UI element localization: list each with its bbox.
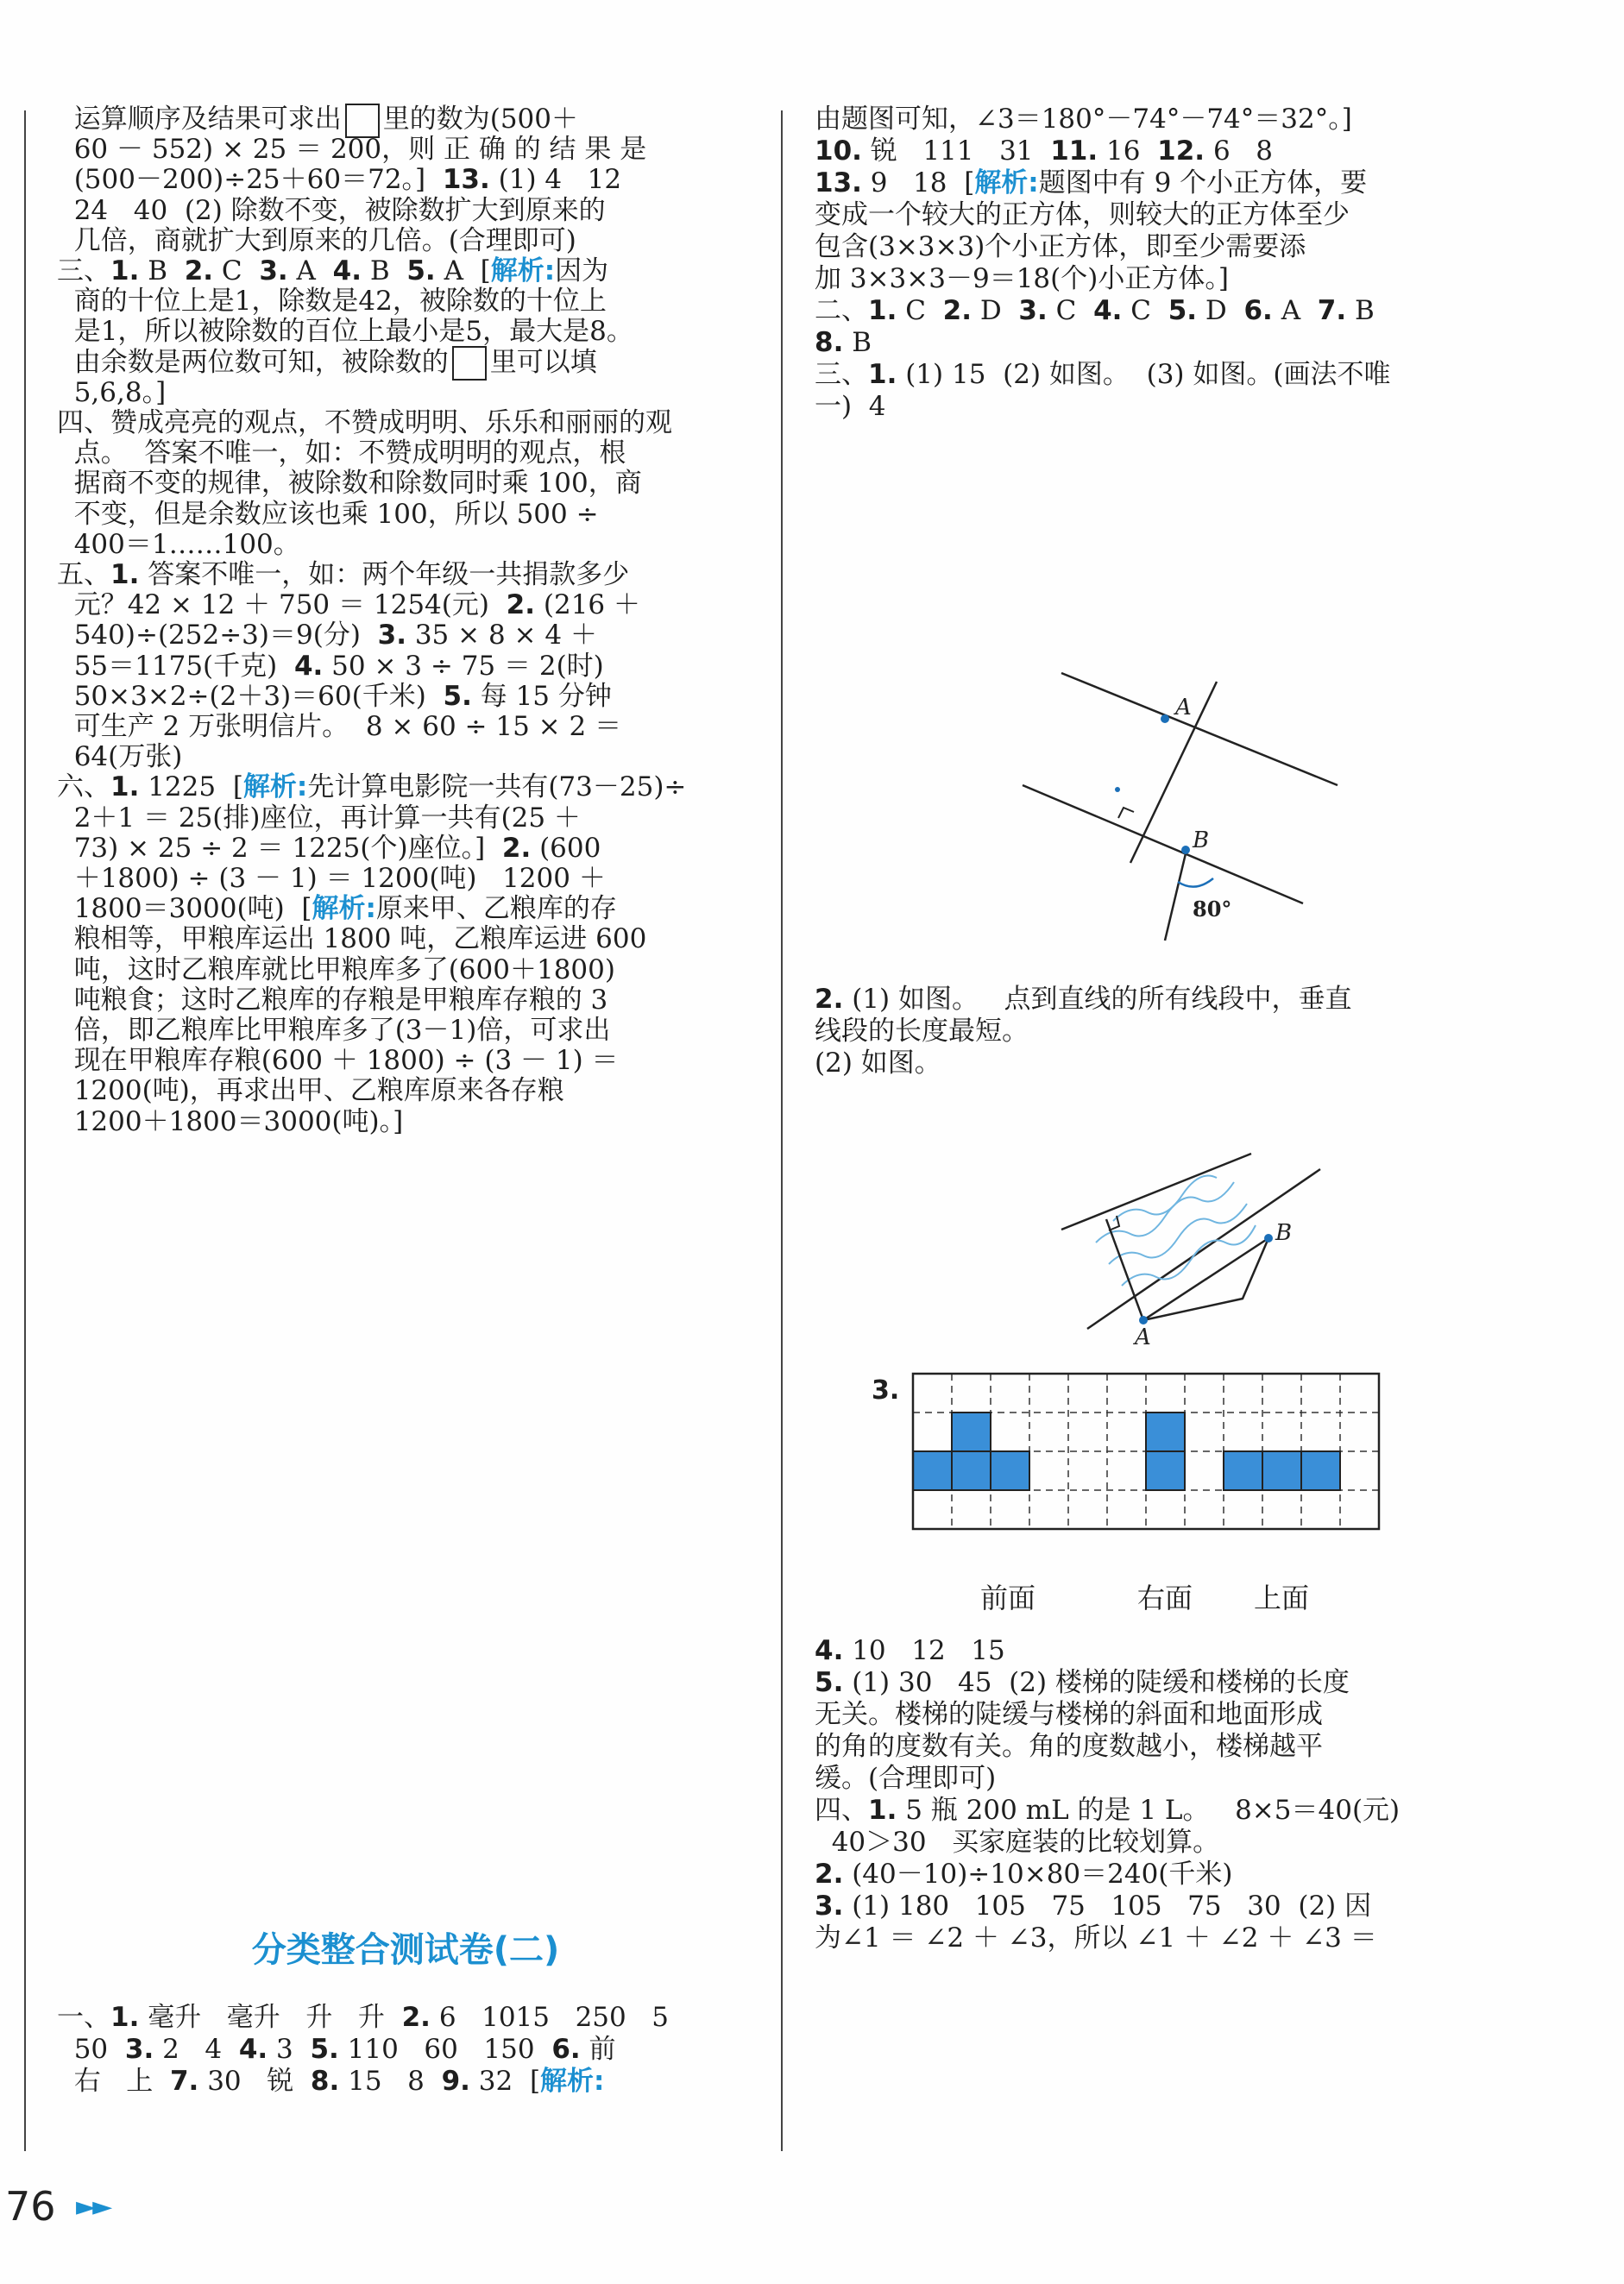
next-arrows-icon: ►► xyxy=(76,2192,110,2222)
right-end-line: 的角的度数有关。角的度数越小，楼梯越平 xyxy=(815,1731,1323,1762)
question-number: 1. xyxy=(868,1795,897,1826)
right-end-line xyxy=(815,1889,1371,1923)
question-number: 1. xyxy=(110,771,140,803)
text-run: 2 4 xyxy=(154,2034,239,2065)
text-run: 由余数是两位数可知，被除数的 xyxy=(57,346,449,378)
water-wave-4 xyxy=(1113,1176,1217,1222)
view-cell xyxy=(913,1451,952,1490)
text-run: 55＝1175(千克) xyxy=(57,650,294,682)
text-run: D xyxy=(972,295,1019,326)
left-line: 粮相等，甲粮库运出 1800 吨，乙粮库运进 600 xyxy=(57,923,647,955)
text-run: 题图中有 9 个小正方体，要 xyxy=(1038,167,1368,198)
question-number: 4. xyxy=(332,255,362,286)
column-divider xyxy=(781,110,783,2151)
answer-box xyxy=(452,346,487,381)
left-line xyxy=(57,891,617,926)
text-run: 运算顺序及结果可求出 xyxy=(57,104,342,135)
left-line: 倍，即乙粮库比甲粮库多了(3－1)倍，可求出 xyxy=(57,1015,611,1046)
right-line xyxy=(815,134,1273,168)
text-run: 三、 xyxy=(815,359,868,390)
point-b xyxy=(1181,846,1190,854)
left-line: 吨粮食；这时乙粮库的存粮是甲粮库存粮的 3 xyxy=(57,984,608,1016)
text-run: (216 ＋ xyxy=(535,589,641,621)
question-number: 5. xyxy=(1168,295,1198,326)
right-mid-line: 线段的长度最短。 xyxy=(815,1016,1029,1047)
left-line xyxy=(57,801,581,835)
text-run: 原来甲、乙粮库的存 xyxy=(375,893,617,925)
view-cell xyxy=(991,1451,1029,1490)
view-cell xyxy=(1301,1451,1340,1490)
left-line xyxy=(57,162,621,197)
left-line: 5,6,8。] xyxy=(57,376,167,408)
view-label-top: 上面 xyxy=(1254,1582,1310,1614)
text-run: 15 8 xyxy=(339,2066,442,2097)
question-number: 3. xyxy=(1018,295,1048,326)
question-number: 5. xyxy=(443,680,472,712)
left-bottom-line xyxy=(57,2032,616,2067)
text-run: (600 xyxy=(531,832,601,864)
question-number: 4. xyxy=(293,650,324,682)
view-cell xyxy=(1224,1451,1262,1490)
text-run: 先计算电影院一共有(73－25)÷ xyxy=(307,771,687,803)
question-number: 3. xyxy=(377,620,406,651)
question-number: 2. xyxy=(942,295,972,326)
text-run: B xyxy=(362,255,407,286)
question-number: 1. xyxy=(110,2002,140,2033)
text-run: 1800＝3000(吨) [ xyxy=(57,893,312,925)
text-run: 6 1015 250 5 xyxy=(430,2002,670,2033)
analysis-tag: 解析: xyxy=(312,893,376,925)
riverbank-upper xyxy=(1061,1154,1251,1230)
text-run: D xyxy=(1197,295,1244,326)
text-run: C xyxy=(1122,295,1168,326)
left-line: 点。 答案不唯一，如：不赞成明明的观点，根 xyxy=(57,437,626,469)
question-number: 1. xyxy=(110,559,140,590)
text-run: 540)÷(252÷3)＝9(分) xyxy=(57,620,378,651)
left-line: 现在甲粮库存粮(600 ＋ 1800) ÷ (3 － 1) ＝ xyxy=(57,1045,619,1077)
left-line: 商的十位上是1，除数是42，被除数的十位上 xyxy=(57,286,607,318)
right-line: 加 3×3×3－9＝18(个)小正方体。] xyxy=(815,263,1229,294)
left-line xyxy=(57,254,608,288)
right-end-line xyxy=(815,1665,1350,1700)
right-end-line xyxy=(815,1793,1400,1828)
right-end-line xyxy=(815,1857,1233,1891)
text-run: 30 锐 xyxy=(198,2066,311,2097)
text-run: 五、 xyxy=(57,559,110,590)
text-run: B xyxy=(139,255,185,286)
text-run: 三、 xyxy=(57,255,110,286)
text-run: 每 15 分钟 xyxy=(471,680,612,712)
question-number: 4. xyxy=(1093,295,1123,326)
text-run: 前 xyxy=(580,2034,616,2065)
line-transversal-2 xyxy=(1165,850,1187,941)
right-line xyxy=(815,357,1390,392)
left-line xyxy=(57,649,604,683)
question-number: 2. xyxy=(815,1859,844,1890)
view-label-front: 前面 xyxy=(980,1582,1036,1614)
label-a: A xyxy=(1175,695,1192,720)
label-b: B xyxy=(1193,827,1210,853)
text-run: 元？42 × 12 ＋ 750 ＝ 1254(元) xyxy=(57,589,507,621)
right-line: 由题图可知，∠3＝180°－74°－74°＝32°。] xyxy=(815,104,1352,135)
question-number: 13. xyxy=(442,164,490,196)
text-run: (1) 30 45 (2) 楼梯的陡缓和楼梯的长度 xyxy=(843,1667,1350,1698)
right-end-line: 无关。楼梯的陡缓与楼梯的斜面和地面形成 xyxy=(815,1699,1323,1730)
view-cell xyxy=(1262,1451,1301,1490)
left-line: 可生产 2 万张明信片。 8 × 60 ÷ 15 × 2 ＝ xyxy=(57,711,622,742)
right-angle-mark xyxy=(1118,808,1134,818)
analysis-tag: 解析: xyxy=(540,2066,605,2097)
analysis-tag: 解析: xyxy=(974,167,1039,198)
text-run: (1) 180 105 75 105 75 30 (2) 因 xyxy=(843,1891,1372,1922)
text-run: 二、 xyxy=(815,295,868,326)
view-cell xyxy=(1146,1451,1185,1490)
question-number: 5. xyxy=(406,255,436,286)
label-angle: 80° xyxy=(1193,897,1232,922)
question-number: 3. xyxy=(815,1891,844,1922)
left-line xyxy=(57,588,640,622)
text-run: 答案不唯一，如：两个年级一共捐款多少 xyxy=(139,559,630,590)
question-number: 1. xyxy=(868,359,897,390)
text-run: 50 × 3 ÷ 75 ＝ 2(时) xyxy=(323,650,604,682)
fig3-number: 3. xyxy=(872,1375,900,1406)
question-number: 6. xyxy=(1243,295,1273,326)
question-number: 5. xyxy=(815,1667,844,1698)
left-line: 400＝1……100。 xyxy=(57,528,300,560)
text-run: 10 12 15 xyxy=(843,1635,1005,1666)
left-line xyxy=(57,557,629,592)
question-number: 6. xyxy=(551,2034,581,2065)
point-dot xyxy=(1115,787,1120,792)
right-line xyxy=(815,166,1367,200)
point-a-2 xyxy=(1139,1316,1148,1324)
question-number: 2. xyxy=(184,255,214,286)
left-line: 是1，所以被除数的百位上最小是5，最大是8。 xyxy=(57,316,633,348)
text-run: C xyxy=(213,255,260,286)
text-run: 16 xyxy=(1098,135,1158,167)
text-run: 右 上 xyxy=(57,2066,170,2097)
text-run: 锐 111 31 xyxy=(861,135,1051,167)
right-mid-line xyxy=(815,982,1352,1016)
left-line xyxy=(57,831,601,865)
text-run: 2＋1 ＝ 25(排)座位，再计算一共有(25 ＋ xyxy=(57,802,581,834)
right-line xyxy=(815,293,1375,328)
text-run: 73) × 25 ÷ 2 ＝ 1225(个)座位。] xyxy=(57,832,502,864)
right-line: 一) 4 xyxy=(815,391,886,422)
text-run: 3 xyxy=(268,2034,311,2065)
question-number: 12. xyxy=(1157,135,1205,167)
text-run: (1) 如图。 点到直线的所有线段中，垂直 xyxy=(843,984,1352,1015)
question-number: 2. xyxy=(815,984,844,1015)
right-end-line: 40＞30 买家庭装的比较划算。 xyxy=(815,1827,1220,1858)
left-line xyxy=(57,618,597,652)
label-a-2: A xyxy=(1135,1324,1151,1350)
text-run: B xyxy=(1346,295,1375,326)
text-run: (1) 15 (2) 如图。 (3) 如图。(画法不唯 xyxy=(897,359,1391,390)
text-run: 里的数为(500＋ xyxy=(382,104,578,135)
question-number: 8. xyxy=(815,327,844,358)
question-number: 10. xyxy=(815,135,862,167)
point-b-2 xyxy=(1264,1234,1273,1243)
right-end-line xyxy=(815,1633,1005,1668)
left-line xyxy=(57,770,686,804)
label-b-2: B xyxy=(1275,1220,1293,1246)
left-line: ＋1800) ÷ (3 － 1) ＝ 1200(吨) 1200 ＋ xyxy=(57,863,606,894)
text-run: C xyxy=(897,295,943,326)
question-number: 2. xyxy=(501,832,532,864)
point-a xyxy=(1161,714,1169,723)
analysis-tag: 解析: xyxy=(242,771,308,803)
question-number: 3. xyxy=(124,2034,154,2065)
analysis-tag: 解析: xyxy=(490,255,556,286)
question-number: 7. xyxy=(169,2066,199,2097)
section-title: 分类整合测试卷(二) xyxy=(251,1930,560,1970)
figure-parallel-lines xyxy=(1010,656,1320,949)
text-run: 32 [ xyxy=(469,2066,541,2097)
left-line: 1200＋1800＝3000(吨)。] xyxy=(57,1105,404,1137)
left-line: 64(万张) xyxy=(57,741,183,773)
angle-arc xyxy=(1178,878,1213,887)
segment-a-perp xyxy=(1106,1219,1143,1320)
question-number: 9. xyxy=(441,2066,470,2097)
question-number: 4. xyxy=(815,1635,844,1666)
left-bottom-line xyxy=(57,2000,669,2035)
view-cell xyxy=(1146,1413,1185,1451)
text-run: 1225 [ xyxy=(139,771,243,803)
question-number: 13. xyxy=(815,167,862,198)
figure-views-grid xyxy=(913,1374,1388,1538)
text-run: 六、 xyxy=(57,771,110,803)
left-line: 吨，这时乙粮库就比甲粮库多了(600＋1800) xyxy=(57,953,615,985)
text-run: A xyxy=(1272,295,1318,326)
left-line: 据商不变的规律，被除数和除数同时乘 100，商 xyxy=(57,468,642,500)
text-run: 9 18 [ xyxy=(861,167,975,198)
question-number: 1. xyxy=(868,295,897,326)
view-label-right: 右面 xyxy=(1137,1582,1193,1614)
question-number: 2. xyxy=(506,589,536,621)
view-cell xyxy=(952,1413,991,1451)
question-number: 4. xyxy=(238,2034,268,2065)
left-line xyxy=(57,102,578,136)
text-run: C xyxy=(1047,295,1094,326)
view-cell xyxy=(952,1451,991,1490)
left-line: 几倍，商就扩大到原来的几倍。(合理即可) xyxy=(57,224,576,256)
question-number: 2. xyxy=(401,2002,431,2033)
text-run: 一、 xyxy=(57,2002,110,2033)
text-run: B xyxy=(843,327,872,358)
right-line: 变成一个较大的正方体，则较大的正方体至少 xyxy=(815,199,1350,230)
right-line: 包含(3×3×3)个小正方体，即至少需要添 xyxy=(815,231,1306,262)
left-line xyxy=(57,679,612,714)
left-line xyxy=(57,345,597,380)
question-number: 5. xyxy=(310,2034,339,2065)
text-run: 50 xyxy=(57,2034,125,2065)
text-run: (1) 4 12 xyxy=(489,164,622,196)
text-run: 里可以填 xyxy=(489,346,597,378)
text-run: 50×3×2÷(2＋3)＝60(千米) xyxy=(57,680,444,712)
page-number: 76 xyxy=(5,2183,56,2230)
figure-river xyxy=(1061,1143,1355,1350)
text-run: 5 瓶 200 mL 的是 1 L。 8×5＝40(元) xyxy=(897,1795,1401,1826)
right-end-line: 为∠1 ＝ ∠2 ＋ ∠3，所以 ∠1 ＋ ∠2 ＋ ∠3 ＝ xyxy=(815,1922,1377,1954)
left-margin-rule xyxy=(24,110,26,2151)
line-lower xyxy=(1023,785,1303,903)
right-end-line: 缓。(合理即可) xyxy=(815,1763,997,1794)
question-number: 11. xyxy=(1050,135,1098,167)
text-run: 毫升 毫升 升 升 xyxy=(139,2002,402,2033)
left-bottom-line xyxy=(57,2064,604,2098)
text-run: 110 60 150 xyxy=(338,2034,552,2065)
text-run: A xyxy=(287,255,333,286)
left-line: 24 40 (2) 除数不变，被除数扩大到原来的 xyxy=(57,194,606,226)
left-line: 四、赞成亮亮的观点，不赞成明明、乐乐和丽丽的观 xyxy=(57,407,672,438)
right-mid-line: (2) 如图。 xyxy=(815,1048,941,1079)
text-run: 四、 xyxy=(815,1795,868,1826)
question-number: 7. xyxy=(1317,295,1347,326)
text-run: 35 × 8 × 4 ＋ xyxy=(406,620,597,651)
line-upper xyxy=(1061,673,1338,785)
text-run: A [ xyxy=(435,255,491,286)
question-number: 3. xyxy=(259,255,288,286)
question-number: 1. xyxy=(110,255,140,286)
left-line: 1200(吨)，再求出甲、乙粮库原来各存粮 xyxy=(57,1075,564,1107)
left-line: 60 － 552) × 25 ＝ 200，则 正 确 的 结 果 是 xyxy=(57,134,647,166)
right-line xyxy=(815,325,872,360)
question-number: 8. xyxy=(310,2066,340,2097)
text-run: (500－200)÷25＋60＝72。] xyxy=(57,164,443,196)
text-run: (40－10)÷10×80＝240(千米) xyxy=(843,1859,1233,1890)
riverbank-lower xyxy=(1087,1169,1320,1329)
text-run: 6 8 xyxy=(1205,135,1273,167)
text-run: 因为 xyxy=(555,255,609,286)
left-line: 不变，但是余数应该也乘 100，所以 500 ÷ xyxy=(57,498,599,530)
